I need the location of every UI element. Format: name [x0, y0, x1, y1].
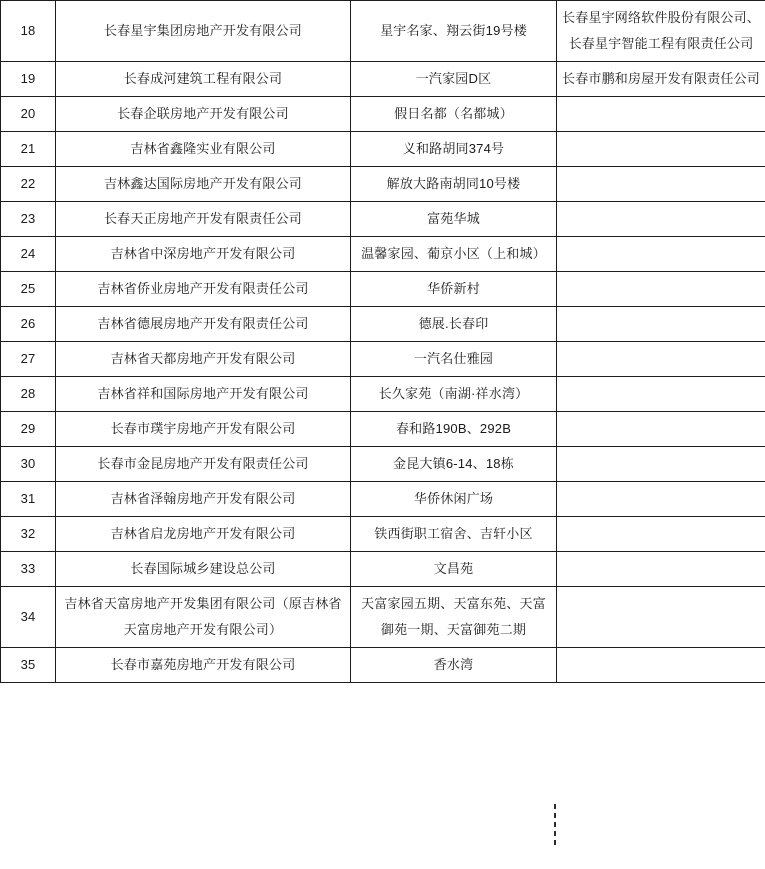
table-row [1, 517, 765, 552]
row-index-cell: 21 [1, 132, 56, 167]
related-company-cell: 长春市鹏和房屋开发有限责任公司 [557, 62, 765, 97]
project-name-cell: 假日名都（名都城） [351, 97, 557, 132]
related-company-cell [557, 307, 765, 342]
related-company-cell: 长春星宇网络软件股份有限公司、长春星宇智能工程有限责任公司 [557, 1, 765, 62]
row-index-cell: 22 [1, 167, 56, 202]
related-company-cell [557, 482, 765, 517]
company-name-cell: 吉林省泽翰房地产开发有限公司 [56, 482, 351, 517]
company-name-cell: 吉林省天都房地产开发有限公司 [56, 342, 351, 377]
related-company-cell [557, 412, 765, 447]
top-border-line [0, 0, 765, 1]
project-name-cell: 一汽名仕雅园 [351, 342, 557, 377]
table-row [1, 62, 765, 97]
project-name-cell: 华侨休闲广场 [351, 482, 557, 517]
table-row [1, 377, 765, 412]
row-index-cell: 18 [1, 1, 56, 62]
company-name-cell: 长春天正房地产开发有限责任公司 [56, 202, 351, 237]
company-name-cell: 长春星宇集团房地产开发有限公司 [56, 1, 351, 62]
company-name-cell: 吉林鑫达国际房地产开发有限公司 [56, 167, 351, 202]
related-company-cell [557, 648, 765, 683]
company-name-cell: 吉林省鑫隆实业有限公司 [56, 132, 351, 167]
company-name-cell: 长春企联房地产开发有限公司 [56, 97, 351, 132]
company-name-cell: 吉林省祥和国际房地产开发有限公司 [56, 377, 351, 412]
row-index-cell: 24 [1, 237, 56, 272]
project-name-cell: 春和路190B、292B [351, 412, 557, 447]
company-name-cell: 吉林省德展房地产开发有限责任公司 [56, 307, 351, 342]
table-row [1, 342, 765, 377]
company-name-cell: 长春市嘉苑房地产开发有限公司 [56, 648, 351, 683]
project-name-cell: 华侨新村 [351, 272, 557, 307]
related-company-cell [557, 237, 765, 272]
table-row [1, 237, 765, 272]
project-name-cell: 解放大路南胡同10号楼 [351, 167, 557, 202]
related-company-cell [557, 167, 765, 202]
row-index-cell: 20 [1, 97, 56, 132]
project-name-cell: 富苑华城 [351, 202, 557, 237]
row-index-cell: 26 [1, 307, 56, 342]
related-company-cell [557, 132, 765, 167]
row-index-cell: 23 [1, 202, 56, 237]
project-name-cell: 长久家苑（南湖·祥水湾） [351, 377, 557, 412]
row-index-cell: 19 [1, 62, 56, 97]
table-body [1, 1, 765, 683]
table-row [1, 648, 765, 683]
row-index-cell: 34 [1, 587, 56, 648]
project-name-cell: 铁西街职工宿舍、吉轩小区 [351, 517, 557, 552]
table-row [1, 1, 765, 62]
table-row [1, 97, 765, 132]
project-name-cell: 义和路胡同374号 [351, 132, 557, 167]
row-index-cell: 25 [1, 272, 56, 307]
project-name-cell: 德展.长春印 [351, 307, 557, 342]
project-name-cell: 香水湾 [351, 648, 557, 683]
row-index-cell: 31 [1, 482, 56, 517]
related-company-cell [557, 587, 765, 648]
table-row [1, 552, 765, 587]
row-index-cell: 35 [1, 648, 56, 683]
table-row [1, 587, 765, 648]
row-index-cell: 33 [1, 552, 56, 587]
company-name-cell: 长春市璞宇房地产开发有限公司 [56, 412, 351, 447]
company-name-cell: 吉林省中深房地产开发有限公司 [56, 237, 351, 272]
related-company-cell [557, 272, 765, 307]
table-row [1, 482, 765, 517]
project-name-cell: 金昆大镇6-14、18栋 [351, 447, 557, 482]
table-row [1, 412, 765, 447]
company-name-cell: 吉林省天富房地产开发集团有限公司（原吉林省天富房地产开发有限公司） [56, 587, 351, 648]
company-name-cell: 长春市金昆房地产开发有限责任公司 [56, 447, 351, 482]
table-row [1, 132, 765, 167]
row-index-cell: 28 [1, 377, 56, 412]
table-row [1, 167, 765, 202]
related-company-cell [557, 517, 765, 552]
company-name-cell: 长春国际城乡建设总公司 [56, 552, 351, 587]
row-index-cell: 29 [1, 412, 56, 447]
row-index-cell: 30 [1, 447, 56, 482]
scan-artifact-dashed-line [554, 800, 556, 848]
table-row [1, 447, 765, 482]
project-name-cell: 文昌苑 [351, 552, 557, 587]
table-row [1, 307, 765, 342]
project-name-cell: 星宇名家、翔云街19号楼 [351, 1, 557, 62]
related-company-cell [557, 97, 765, 132]
related-company-cell [557, 447, 765, 482]
row-index-cell: 32 [1, 517, 56, 552]
related-company-cell [557, 342, 765, 377]
company-name-cell: 吉林省启龙房地产开发有限公司 [56, 517, 351, 552]
row-index-cell: 27 [1, 342, 56, 377]
project-name-cell: 一汽家园D区 [351, 62, 557, 97]
related-company-cell [557, 202, 765, 237]
related-company-cell [557, 552, 765, 587]
company-name-cell: 吉林省侨业房地产开发有限责任公司 [56, 272, 351, 307]
project-name-cell: 温馨家园、葡京小区（上和城） [351, 237, 557, 272]
table-row [1, 202, 765, 237]
table-row [1, 272, 765, 307]
related-company-cell [557, 377, 765, 412]
company-name-cell: 长春成河建筑工程有限公司 [56, 62, 351, 97]
project-name-cell: 天富家园五期、天富东苑、天富御苑一期、天富御苑二期 [351, 587, 557, 648]
